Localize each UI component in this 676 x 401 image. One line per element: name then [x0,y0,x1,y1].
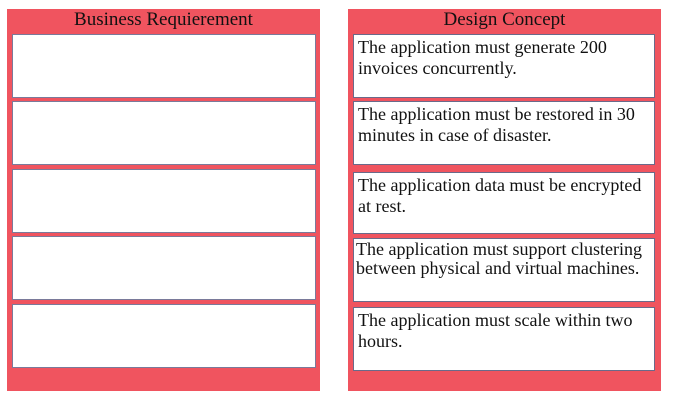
drop-slot-3[interactable] [12,169,316,233]
design-concept-title: Design Concept [443,9,566,30]
design-concept-panel [348,9,661,391]
drop-slot-5[interactable] [12,304,316,368]
drop-slot-1[interactable] [12,34,316,98]
business-requirement-panel [7,9,320,391]
design-concept-item[interactable]: The application must scale within two hours. [353,307,655,371]
drop-slot-2[interactable] [12,101,316,165]
design-concept-item[interactable]: The application must generate 200 invoices concurrently. [353,34,655,98]
business-requirement-title: Business Requierement [74,9,253,30]
design-concept-item[interactable]: The application data must be encrypted at rest. [353,172,655,234]
design-concept-item[interactable]: The application must support clustering between physical and virtual machines. [353,238,655,302]
drop-slot-4[interactable] [12,236,316,300]
design-concept-item[interactable]: The application must be restored in 30 minutes in case of disaster. [353,101,655,165]
